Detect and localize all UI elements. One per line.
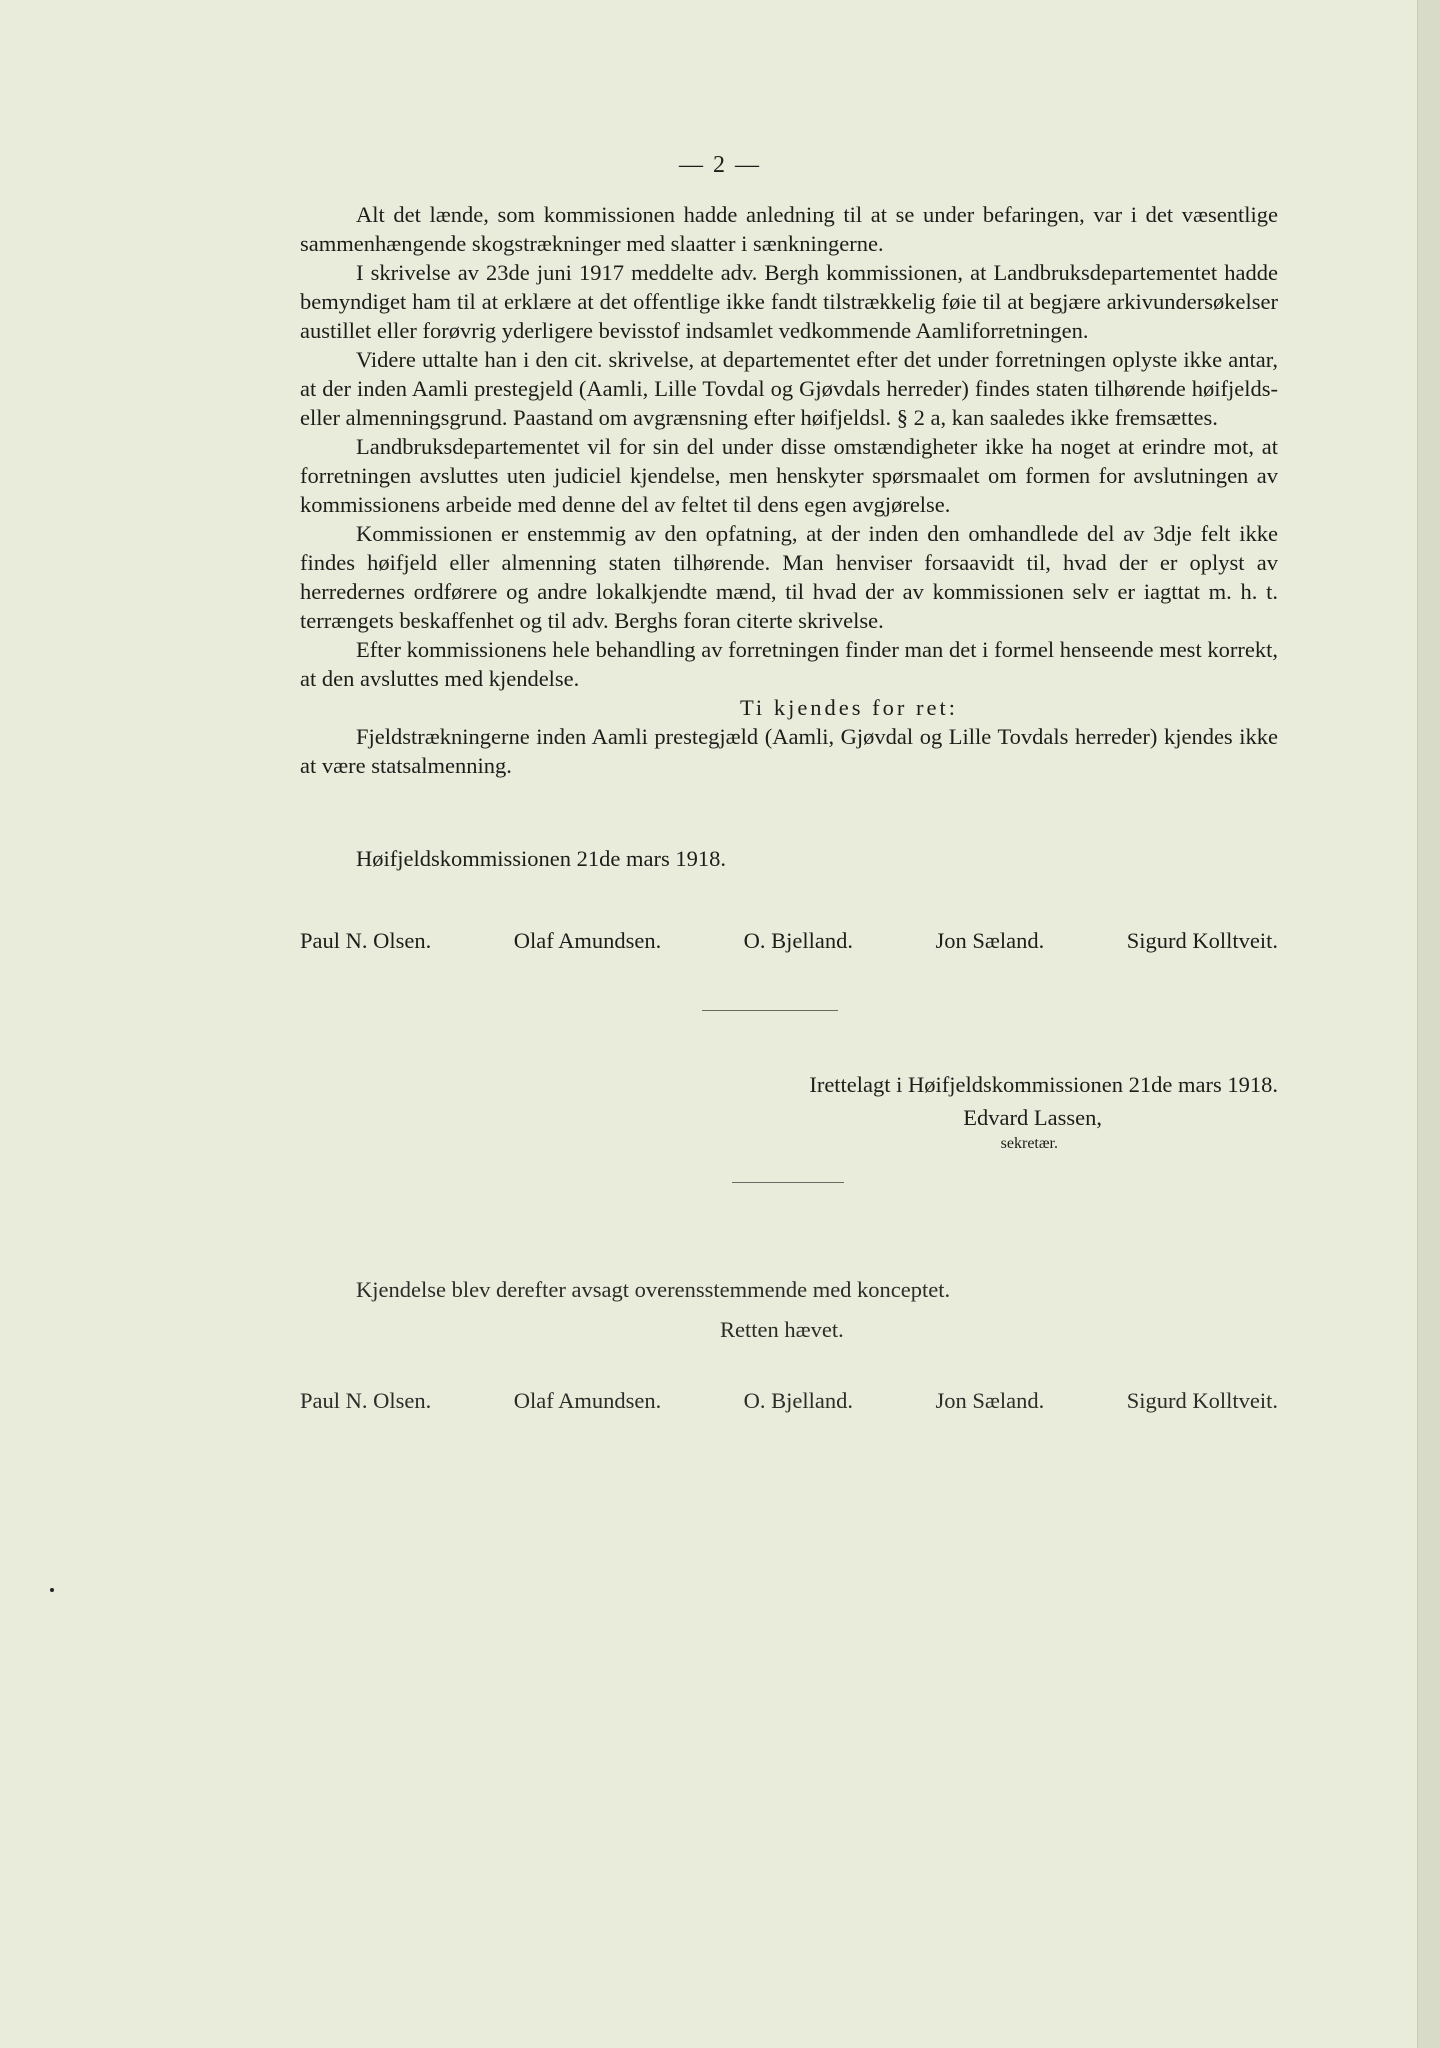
date-line: Høifjeldskommissionen 21de mars 1918. — [356, 846, 726, 871]
signature: O. Bjelland. — [743, 1388, 854, 1413]
signature-row-final — [300, 1388, 1278, 1414]
signature-row — [300, 928, 1278, 954]
adjourned-line: Retten hævet. — [720, 1317, 844, 1342]
page-number: — 2 — — [679, 152, 761, 178]
signature: Jon Sæland. — [935, 1388, 1045, 1413]
ruling-text: Fjeldstrækningerne inden Aamli prestegjæld (Aamli, Gjøvdal og Lille Tovdals herreder) kjendes ikke at være statsalmenning. — [300, 724, 1278, 778]
signature: Sigurd Kolltveit. — [1126, 928, 1278, 953]
signature: Olaf Amundsen. — [513, 928, 662, 953]
signature: O. Bjelland. — [743, 928, 854, 953]
divider — [732, 1182, 844, 1183]
signature: Paul N. Olsen. — [300, 1388, 432, 1413]
signature: Jon Sæland. — [935, 928, 1045, 953]
paper-speck — [50, 1588, 54, 1592]
paragraph: Landbruksdepartementet vil for sin del under disse omstændigheter ikke ha noget at erindre mot, at forretningen avsluttes uten judiciel kjendelse, men henskyter spørsmaalet om formen for avslutningen av kommissionens arbeide med denne del av feltet til dens egen avgjørelse. — [300, 434, 1278, 517]
signature: Sigurd Kolltveit. — [1126, 1388, 1278, 1413]
paragraph: I skrivelse av 23de juni 1917 meddelte adv. Bergh kommissionen, at Landbruksdepartementet hadde bemyndiget ham til at erklære at det offentlige ikke fandt tilstrækkelig føie til at begjære arkivundersøkelser austillet eller forøvrig yderligere bevisstof indsamlet vedkommende Aamliforretningen. — [300, 260, 1278, 343]
filing-note — [300, 1068, 1278, 1154]
body-text — [300, 200, 1278, 780]
closing-block — [356, 1270, 950, 1350]
paragraph: Efter kommissionens hele behandling av forretningen finder man det i formel henseende mest korrekt, at den avsluttes med kjendelse. — [300, 637, 1278, 691]
signature: Paul N. Olsen. — [300, 928, 432, 953]
secretary-name: Edvard Lassen, — [963, 1105, 1102, 1130]
paragraph: Alt det lænde, som kommissionen hadde anledning til at se under befaringen, var i det væsentlige sammenhængende skogstrækninger med slaatter i sænkningerne. — [300, 202, 1278, 256]
closing-statement: Kjendelse blev derefter avsagt overensstemmende med konceptet. — [356, 1277, 951, 1302]
filing-line: Irettelagt i Høifjeldskommissionen 21de mars 1918. — [809, 1072, 1278, 1097]
paragraph: Kommissionen er enstemmig av den opfatning, at der inden den omhandlede del av 3dje felt ikke findes høifjeld eller almenning staten tilhørende. Man henviser forsaavidt til, hvad der er oplyst av herredernes ordførere og andre lokalkjendte mænd, til hvad der av kommissionen selv er iagttat m. h. t. terrængets beskaffenhet og til adv. Berghs foran citerte skrivelse. — [300, 521, 1278, 633]
signature: Olaf Amundsen. — [513, 1388, 662, 1413]
paragraph: Videre uttalte han i den cit. skrivelse, at departementet efter det under forretningen oplyste ikke antar, at der inden Aamli prestegjeld (Aamli, Lille Tovdal og Gjøvdals herreder) findes staten tilhørende høifjelds- eller almenningsgrund. Paastand om avgrænsning efter høifjeldsl. § 2 a, kan saaledes ikke fremsættes. — [300, 347, 1278, 430]
ruling-heading: Ti kjendes for ret: — [739, 695, 959, 720]
divider — [702, 1010, 838, 1011]
page-edge — [1417, 0, 1440, 2048]
secretary-title: sekretær. — [1000, 1135, 1058, 1152]
